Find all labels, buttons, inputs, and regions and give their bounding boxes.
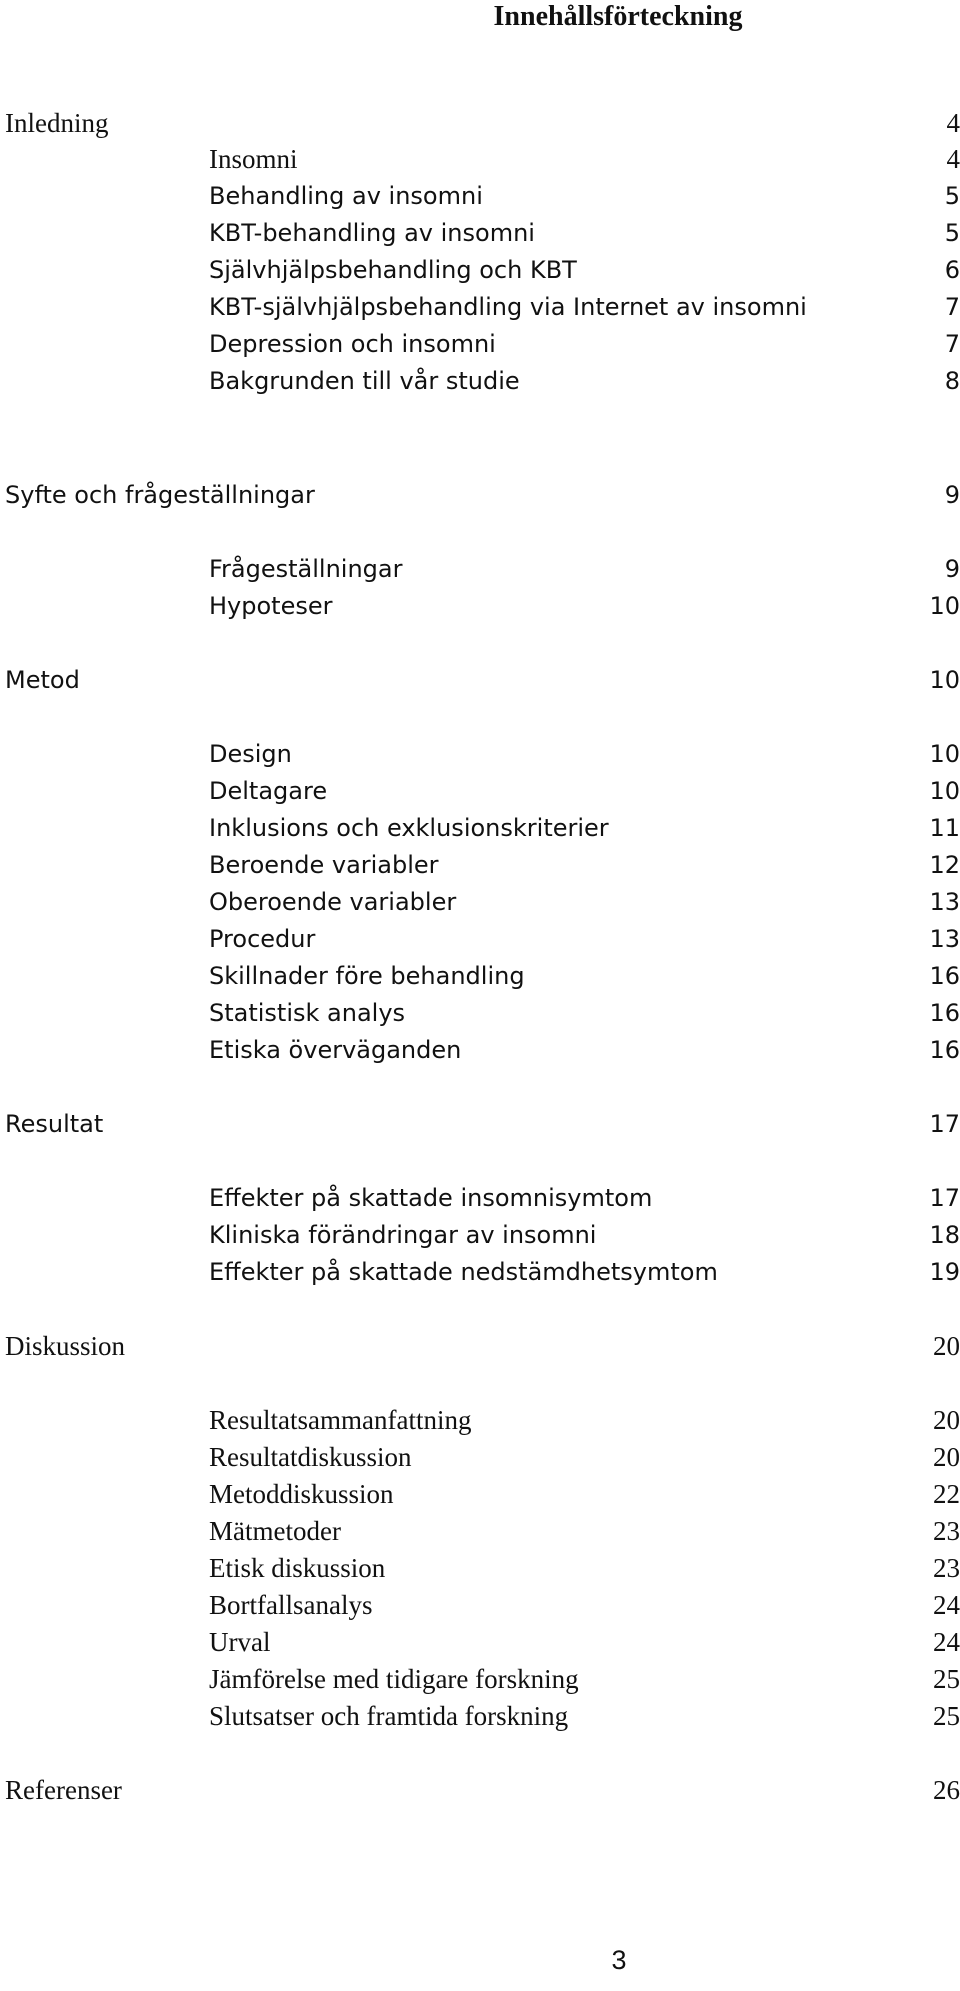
- toc-entry: [0, 847, 960, 883]
- toc-page-number: 7: [944, 293, 960, 321]
- toc-entry-label: Bortfallsanalys: [209, 1590, 373, 1620]
- toc-page-number: 25: [933, 1664, 960, 1694]
- toc-section-label: Metod: [5, 666, 80, 694]
- toc-entry: [0, 363, 960, 399]
- toc-section-label: Syfte och frågeställningar: [5, 481, 315, 509]
- toc-section-label: Referenser: [5, 1775, 122, 1805]
- toc-page-number: 4: [946, 108, 960, 138]
- toc-entry: [0, 1624, 960, 1660]
- toc-entry: [0, 995, 960, 1031]
- toc-entry-label: Frågeställningar: [209, 555, 403, 583]
- toc-entry: [0, 1180, 960, 1216]
- toc-entry-label: Insomni: [209, 144, 298, 174]
- toc-page-number: 20: [933, 1331, 960, 1361]
- toc-page-number: 25: [933, 1701, 960, 1731]
- toc-entry: [0, 1402, 960, 1438]
- toc-page-number: 22: [933, 1479, 960, 1509]
- toc-entry-label: KBT-självhjälpsbehandling via Internet av insomni: [209, 293, 807, 321]
- toc-section: [0, 1328, 960, 1364]
- toc-entry: [0, 1476, 960, 1512]
- toc-page-number: 13: [929, 888, 960, 916]
- toc-section: [0, 662, 960, 698]
- toc-entry: [0, 1439, 960, 1475]
- toc-entry-label: Jämförelse med tidigare forskning: [209, 1664, 579, 1694]
- toc-page-number: 12: [929, 851, 960, 879]
- toc-page-number: 17: [929, 1184, 960, 1212]
- toc-entry: [0, 1661, 960, 1697]
- toc-section: [0, 105, 960, 141]
- toc-entry-label: Resultatdiskussion: [209, 1442, 412, 1472]
- document-title: Innehållsförteckning: [493, 1, 743, 32]
- toc-page-number: 20: [933, 1442, 960, 1472]
- toc-entry-label: Mätmetoder: [209, 1516, 341, 1546]
- toc-entry: [0, 1032, 960, 1068]
- toc-entry-label: Urval: [209, 1627, 271, 1657]
- toc-entry-label: Etisk diskussion: [209, 1553, 386, 1583]
- toc-entry: [0, 921, 960, 957]
- toc-entry-label: Slutsatser och framtida forskning: [209, 1701, 569, 1731]
- toc-entry: [0, 1217, 960, 1253]
- toc-page-number: 16: [929, 999, 960, 1027]
- toc-entry-label: Etiska överväganden: [209, 1036, 462, 1064]
- toc-page-number: 26: [933, 1775, 960, 1805]
- toc-section: [0, 1772, 960, 1808]
- toc-page-number: 4: [946, 144, 960, 174]
- toc-entry-label: Inklusions och exklusionskriterier: [209, 814, 609, 842]
- page-number: 3: [611, 1945, 627, 1975]
- toc-entry-label: Effekter på skattade nedstämdhetsymtom: [209, 1258, 718, 1286]
- toc-page-number: 10: [929, 592, 960, 620]
- toc-entry: [0, 289, 960, 325]
- toc-entry-label: Effekter på skattade insomnisymtom: [209, 1184, 653, 1212]
- toc-page-number: 9: [944, 481, 960, 509]
- toc-page-number: 24: [933, 1627, 960, 1657]
- toc-entry-label: Resultatsammanfattning: [209, 1405, 472, 1435]
- toc-section-label: Inledning: [5, 108, 109, 138]
- toc-page-number: 20: [933, 1405, 960, 1435]
- toc-entry: [0, 884, 960, 920]
- toc-page-number: 11: [929, 814, 960, 842]
- toc-page-number: 16: [929, 1036, 960, 1064]
- toc-entry: [0, 252, 960, 288]
- toc-entry: [0, 1698, 960, 1734]
- toc-entry-label: Självhjälpsbehandling och KBT: [209, 256, 577, 284]
- toc-section: [0, 477, 960, 513]
- toc-entry-label: Kliniska förändringar av insomni: [209, 1221, 597, 1249]
- toc-entry: [0, 215, 960, 251]
- toc-entry-label: Procedur: [209, 925, 316, 953]
- toc-entry-label: Hypoteser: [209, 592, 333, 620]
- toc-entry: [0, 1550, 960, 1586]
- toc-page-number: 8: [944, 367, 960, 395]
- toc-entry: [0, 588, 960, 624]
- toc-page-number: 17: [929, 1110, 960, 1138]
- toc-entry: [0, 1513, 960, 1549]
- toc-section-label: Diskussion: [5, 1331, 126, 1361]
- toc-page-number: 13: [929, 925, 960, 953]
- toc-entry: [0, 141, 960, 177]
- toc-entry-label: KBT-behandling av insomni: [209, 219, 535, 247]
- toc-page-number: 19: [929, 1258, 960, 1286]
- toc-entry: [0, 326, 960, 362]
- toc-section-label: Resultat: [5, 1110, 104, 1138]
- toc-entry-label: Design: [209, 740, 292, 768]
- toc-page-number: 16: [929, 962, 960, 990]
- toc-entry-label: Depression och insomni: [209, 330, 496, 358]
- toc-entry-label: Metoddiskussion: [209, 1479, 394, 1509]
- toc-page-number: 9: [944, 555, 960, 583]
- toc-entry: [0, 810, 960, 846]
- toc-entry-label: Oberoende variabler: [209, 888, 457, 916]
- toc-entry: [0, 736, 960, 772]
- toc-page-number: 23: [933, 1553, 960, 1583]
- toc-section: [0, 1106, 960, 1142]
- toc-page-number: 24: [933, 1590, 960, 1620]
- toc-page-number: 23: [933, 1516, 960, 1546]
- toc-page-number: 10: [929, 666, 960, 694]
- toc-entry: [0, 1587, 960, 1623]
- toc-page-number: 6: [944, 256, 960, 284]
- toc-page-number: 10: [929, 740, 960, 768]
- toc-page-number: 5: [944, 219, 960, 247]
- toc-page-number: 10: [929, 777, 960, 805]
- toc-entry-label: Skillnader före behandling: [209, 962, 525, 990]
- toc-entry-label: Deltagare: [209, 777, 328, 805]
- toc-page-number: 18: [929, 1221, 960, 1249]
- toc-entry: [0, 178, 960, 214]
- toc-entry: [0, 551, 960, 587]
- toc-entry-label: Bakgrunden till vår studie: [209, 367, 520, 395]
- toc-entry: [0, 958, 960, 994]
- toc-page-number: 7: [944, 330, 960, 358]
- toc-entry: [0, 1254, 960, 1290]
- toc-entry: [0, 773, 960, 809]
- toc-page-number: 5: [944, 182, 960, 210]
- toc-entry-label: Statistisk analys: [209, 999, 406, 1027]
- toc-entry-label: Behandling av insomni: [209, 182, 483, 210]
- toc-entry-label: Beroende variabler: [209, 851, 439, 879]
